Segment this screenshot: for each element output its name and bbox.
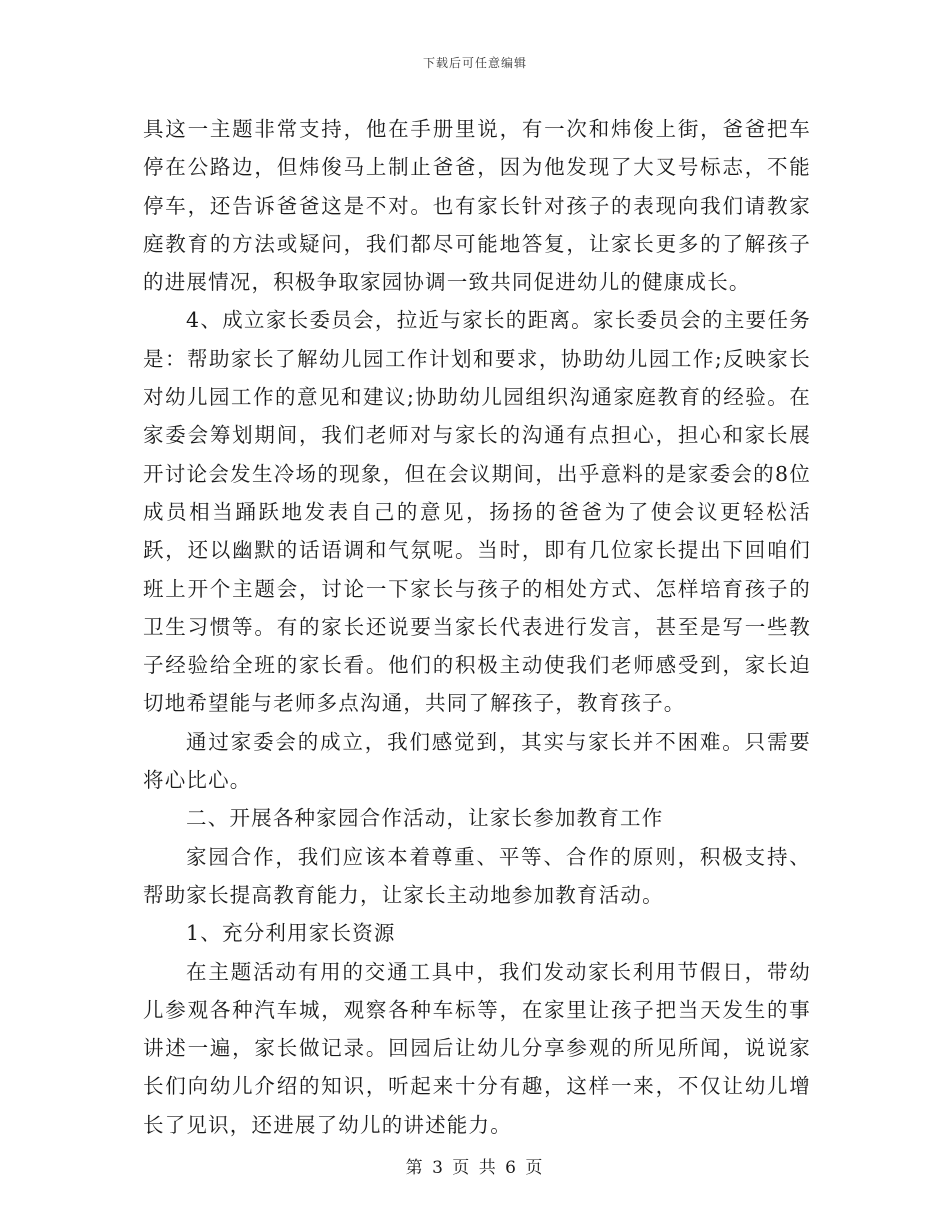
paragraph-committee-conclusion: 通过家委会的成立，我们感觉到，其实与家长并不困难。只需要将心比心。	[143, 729, 811, 793]
paragraph-transport-activity: 在主题活动有用的交通工具中，我们发动家长利用节假日，带幼儿参观各种汽车城，观察各种车标等，在家里让孩子把当天发生的事讲述一遍，家长做记录。回园后让幼儿分享参观的所见所闻，说说家长们向幼儿介绍的知识，听起来十分有趣，这样一来，不仅让幼儿增长了见识，还进展了幼儿的讲述能力。	[143, 959, 811, 1137]
subheading-parent-resources: 1、充分利用家长资源	[186, 921, 396, 946]
section-heading-cooperation: 二、开展各种家园合作活动，让家长参加教育工作	[186, 806, 664, 831]
paragraph-continuation: 具这一主题非常支持，他在手册里说，有一次和炜俊上街，爸爸把车停在公路边，但炜俊马上制止爸爸，因为他发现了大叉号标志，不能停车，还告诉爸爸这是不对。也有家长针对孩子的表现向我们请教家庭教育的方法或疑问，我们都尽可能地答复，让家长更多的了解孩子的进展情况，积极争取家园协调一致共同促进幼儿的健康成长。	[143, 117, 811, 295]
paragraph-cooperation-principle: 家园合作，我们应该本着尊重、平等、合作的原则，积极支持、帮助家长提高教育能力，让家长主动地参加教育活动。	[143, 844, 811, 907]
document-body	[143, 110, 811, 1144]
header-note: 下载后可任意编辑	[422, 56, 527, 70]
page-number: 第 3 页 共 6 页	[405, 1158, 545, 1178]
paragraph-parent-committee: 4、成立家长委员会，拉近与家长的距离。家长委员会的主要任务是：帮助家长了解幼儿园工作计划和要求，协助幼儿园工作;反映家长对幼儿园工作的意见和建议;协助幼儿园组织沟通家庭教育的经验。在家委会筹划期间，我们老师对与家长的沟通有点担心，担心和家长展开讨论会发生冷场的现象，但在会议期间，出乎意料的是家委会的8位成员相当踊跃地发表自己的意见，扬扬的爸爸为了使会议更轻松活跃，还以幽默的话语调和气氛呢。当时，即有几位家长提出下回咱们班上开个主题会，讨论一下家长与孩子的相处方式、怎样培育孩子的卫生习惯等。有的家长还说要当家长代表进行发言，甚至是写一些教子经验给全班的家长看。他们的积极主动使我们老师感受到，家长迫切地希望能与老师多点沟通，共同了解孩子，教育孩子。	[143, 308, 811, 716]
